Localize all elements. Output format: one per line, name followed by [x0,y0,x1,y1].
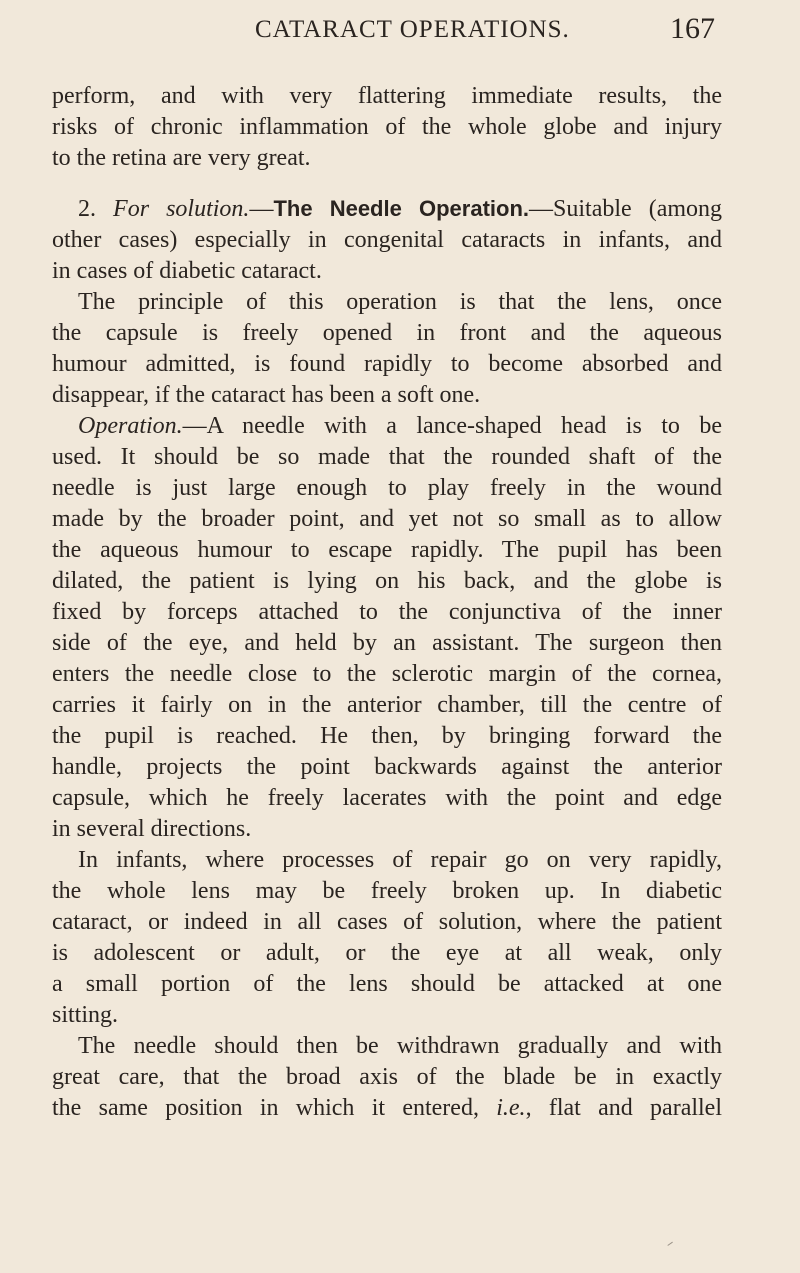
text-line: fixed by forceps attached to the conjunctiva of the inner [52,599,722,625]
operation-label: Operation. [78,413,183,439]
stray-print-mark [667,1242,674,1249]
text-line: The needle should then be withdrawn gradually and with [78,1033,722,1059]
text-line: the aqueous humour to escape rapidly. The pupil has been [52,537,722,563]
text-line: the pupil is reached. He then, by bringing forward the [52,723,722,749]
line-text: the same position in which it entered, [52,1095,497,1121]
text-line: In infants, where processes of repair go on very rapidly, [78,847,722,873]
page-number: 167 [670,12,715,45]
text-line: risks of chronic inflammation of the whole globe and injury [52,114,722,140]
text-line: carries it fairly on in the anterior chamber, till the centre of [52,692,722,718]
section-heading-line [52,193,722,225]
text-line: cataract, or indeed in all cases of solution, where the patient [52,909,722,935]
section-number: 2. [78,196,114,222]
text-line: needle is just large enough to play freely in the wound [52,475,722,501]
heading-rest: —Suitable (among [529,196,723,222]
text-line: The principle of this operation is that the lens, once [78,289,722,315]
running-head: CATARACT OPERATIONS. [255,16,570,43]
text-line: sitting. [52,1002,119,1028]
text-line: great care, that the broad axis of the blade be in exactly [52,1064,722,1090]
text-line: enters the needle close to the sclerotic margin of the cornea, [52,661,722,687]
text-line: is adolescent or adult, or the eye at all weak, only [52,940,722,966]
text-line: a small portion of the lens should be attacked at one [52,971,722,997]
operation-text: —A needle with a lance-shaped head is to be [182,413,722,439]
text-line: side of the eye, and held by an assistant. The surgeon then [52,630,722,656]
text-line: to the retina are very great. [52,145,311,171]
operation-title: The Needle Operation. [273,196,530,221]
text-line: in cases of diabetic cataract. [52,258,322,284]
line-text-end: , flat and parallel [525,1095,722,1121]
text-line: the whole lens may be freely broken up. In diabetic [52,878,722,904]
operation-heading-line [52,410,722,442]
text-line: other cases) especially in congenital cataracts in infants, and [52,227,722,253]
page-header [255,12,715,52]
abbreviation: i.e. [496,1095,526,1121]
text-line: perform, and with very flattering immediate results, the [52,83,722,109]
last-text-line [52,1092,722,1124]
text-line: dilated, the patient is lying on his back, and the globe is [52,568,722,594]
text-line: made by the broader point, and yet not so small as to allow [52,506,722,532]
section-label: For solution. [113,196,250,222]
text-line: used. It should be so made that the rounded shaft of the [52,444,722,470]
text-line: humour admitted, is found rapidly to become absorbed and [52,351,722,377]
text-line: the capsule is freely opened in front and the aqueous [52,320,722,346]
dash: — [249,196,274,222]
text-line: disappear, if the cataract has been a soft one. [52,382,481,408]
text-line: capsule, which he freely lacerates with the point and edge [52,785,722,811]
text-line: handle, projects the point backwards against the anterior [52,754,722,780]
text-line: in several directions. [52,816,252,842]
